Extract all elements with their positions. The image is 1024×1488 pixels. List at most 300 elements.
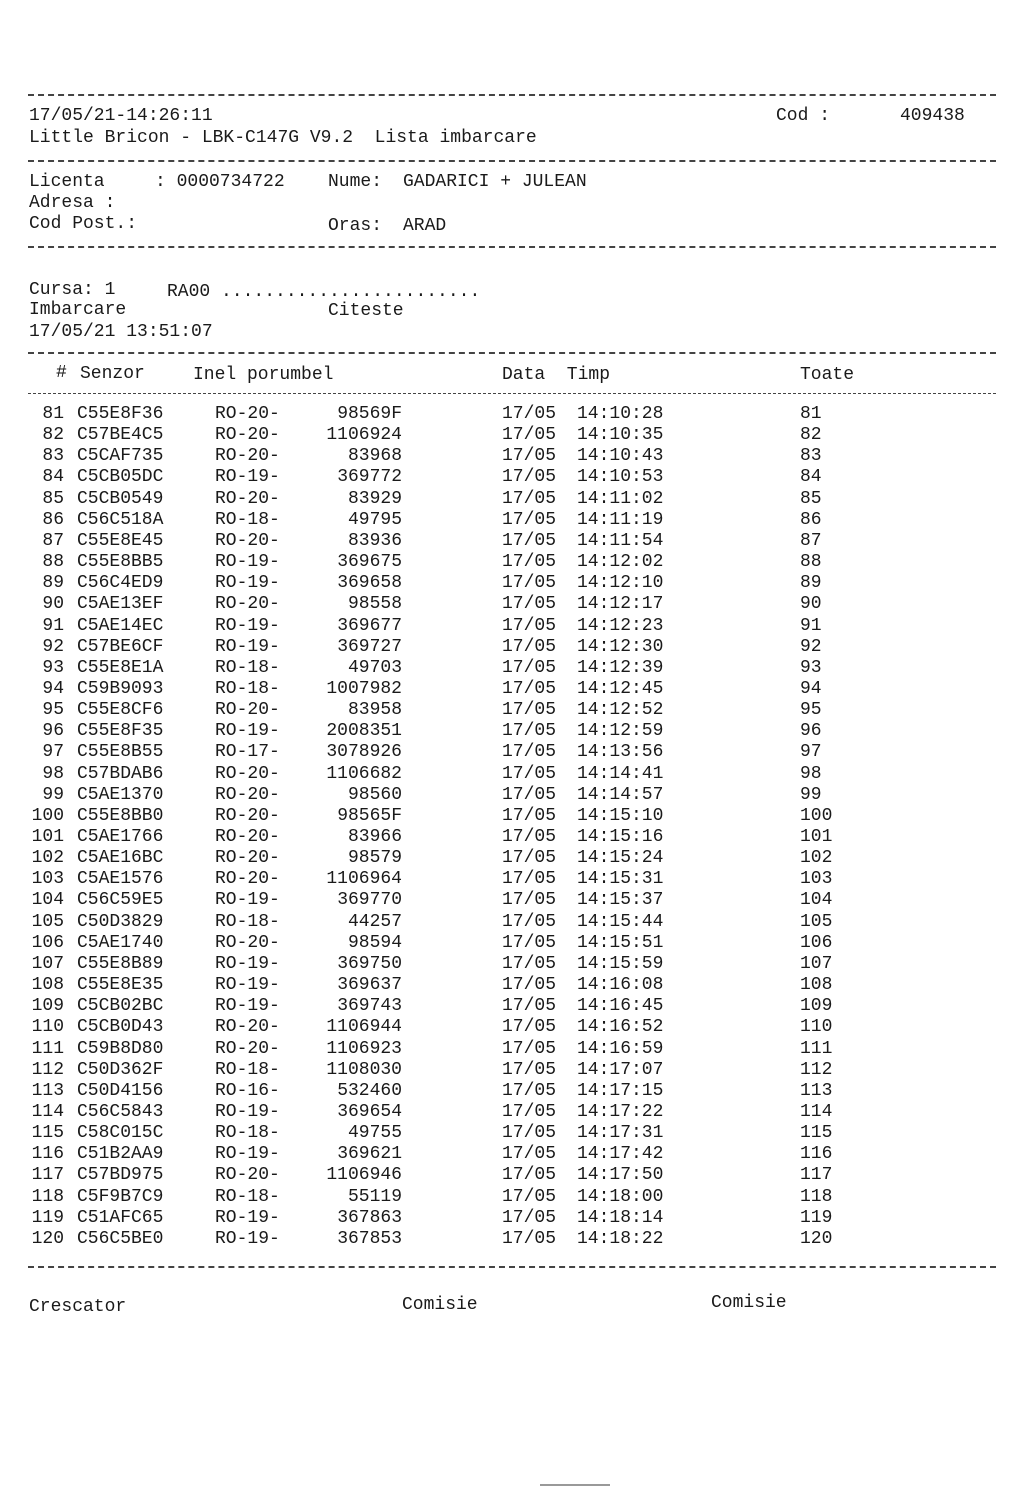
row-number: 82 bbox=[42, 425, 64, 446]
nume-value: GADARICI + JULEAN bbox=[403, 172, 587, 192]
ring-prefix: RO-20- bbox=[215, 1017, 280, 1038]
toate-rank: 82 bbox=[800, 425, 822, 446]
row-number: 116 bbox=[31, 1144, 64, 1165]
row-number: 118 bbox=[31, 1186, 64, 1207]
table-row bbox=[0, 1017, 1024, 1038]
toate-rank: 96 bbox=[800, 721, 822, 742]
row-number: 90 bbox=[42, 594, 64, 615]
row-number: 81 bbox=[42, 404, 64, 424]
arrival-time: 14:13:56 bbox=[577, 742, 664, 763]
ring-prefix: RO-18- bbox=[215, 678, 280, 699]
arrival-time: 14:15:51 bbox=[577, 932, 664, 953]
arrival-date: 17/05 bbox=[502, 742, 557, 763]
row-number: 105 bbox=[31, 911, 64, 932]
ring-number: 369654 bbox=[337, 1101, 402, 1122]
senzor-id: C55E8E45 bbox=[77, 530, 164, 551]
arrival-time: 14:18:22 bbox=[577, 1228, 664, 1249]
arrival-time: 14:15:10 bbox=[577, 805, 664, 826]
toate-rank: 104 bbox=[800, 890, 833, 911]
arrival-time: 14:10:53 bbox=[577, 467, 664, 488]
row-number: 120 bbox=[31, 1228, 64, 1249]
ring-number: 369772 bbox=[337, 467, 402, 488]
row-number: 115 bbox=[31, 1123, 64, 1144]
senzor-id: C59B8D80 bbox=[77, 1038, 164, 1059]
senzor-id: C59B9093 bbox=[77, 678, 164, 699]
arrival-date: 17/05 bbox=[502, 1207, 557, 1228]
ring-prefix: RO-19- bbox=[215, 467, 280, 488]
senzor-id: C5AE1576 bbox=[77, 869, 164, 890]
arrival-date: 17/05 bbox=[502, 530, 557, 551]
arrival-date: 17/05 bbox=[502, 784, 557, 805]
ring-number: 1106923 bbox=[326, 1038, 402, 1059]
ring-number: 369621 bbox=[337, 1144, 402, 1165]
arrival-time: 14:15:24 bbox=[577, 848, 664, 869]
ring-prefix: RO-20- bbox=[215, 1165, 280, 1186]
ring-prefix: RO-20- bbox=[215, 932, 280, 953]
row-number: 104 bbox=[31, 890, 64, 911]
senzor-id: C50D4156 bbox=[77, 1080, 164, 1101]
senzor-id: C57BE6CF bbox=[77, 636, 164, 657]
senzor-id: C51B2AA9 bbox=[77, 1144, 164, 1165]
toate-rank: 106 bbox=[800, 932, 833, 953]
table-row bbox=[0, 489, 1024, 510]
ring-prefix: RO-20- bbox=[215, 869, 280, 890]
arrival-date: 17/05 bbox=[502, 763, 557, 784]
ring-prefix: RO-20- bbox=[215, 488, 280, 509]
arrival-date: 17/05 bbox=[502, 890, 557, 911]
ring-prefix: RO-18- bbox=[215, 911, 280, 932]
ring-prefix: RO-20- bbox=[215, 530, 280, 551]
toate-rank: 89 bbox=[800, 573, 822, 594]
senzor-id: C55E8F36 bbox=[77, 404, 164, 424]
arrival-time: 14:15:59 bbox=[577, 953, 664, 974]
ring-prefix: RO-17- bbox=[215, 742, 280, 763]
ring-number: 369677 bbox=[337, 615, 402, 636]
toate-rank: 115 bbox=[800, 1123, 833, 1144]
ring-number: 369727 bbox=[337, 636, 402, 657]
ring-number: 98565F bbox=[337, 805, 402, 826]
toate-rank: 84 bbox=[800, 467, 822, 488]
row-number: 87 bbox=[42, 530, 64, 551]
arrival-date: 17/05 bbox=[502, 805, 557, 826]
arrival-date: 17/05 bbox=[502, 573, 557, 594]
senzor-id: C56C59E5 bbox=[77, 890, 164, 911]
senzor-id: C55E8E35 bbox=[77, 975, 164, 996]
separator-table-header bbox=[28, 393, 996, 394]
ring-number: 44257 bbox=[347, 911, 402, 932]
senzor-id: C50D3829 bbox=[77, 911, 164, 932]
ring-prefix: RO-19- bbox=[215, 890, 280, 911]
toate-rank: 118 bbox=[800, 1186, 833, 1207]
arrival-time: 14:11:54 bbox=[577, 530, 664, 551]
ring-number: 83929 bbox=[347, 488, 402, 509]
senzor-id: C5CAF735 bbox=[77, 446, 164, 467]
row-number: 114 bbox=[31, 1101, 64, 1122]
table-row bbox=[0, 1208, 1024, 1229]
arrival-date: 17/05 bbox=[502, 1017, 557, 1038]
ring-prefix: RO-20- bbox=[215, 446, 280, 467]
arrival-date: 17/05 bbox=[502, 594, 557, 615]
toate-rank: 91 bbox=[800, 615, 822, 636]
senzor-id: C5AE1740 bbox=[77, 932, 164, 953]
table-row bbox=[0, 531, 1024, 552]
separator-race bbox=[28, 352, 996, 354]
senzor-id: C55E8B89 bbox=[77, 953, 164, 974]
row-number: 86 bbox=[42, 509, 64, 530]
ring-number: 1106924 bbox=[326, 425, 402, 446]
toate-rank: 93 bbox=[800, 657, 822, 678]
row-number: 97 bbox=[42, 742, 64, 763]
arrival-time: 14:17:07 bbox=[577, 1059, 664, 1080]
ring-prefix: RO-18- bbox=[215, 1186, 280, 1207]
arrival-date: 17/05 bbox=[502, 996, 557, 1017]
table-row bbox=[0, 848, 1024, 869]
toate-rank: 90 bbox=[800, 594, 822, 615]
senzor-id: C5CB05DC bbox=[77, 467, 164, 488]
arrival-time: 14:10:35 bbox=[577, 425, 664, 446]
toate-rank: 100 bbox=[800, 805, 833, 826]
adresa-label: Adresa : bbox=[29, 193, 116, 213]
ring-number: 1108030 bbox=[326, 1059, 402, 1080]
ring-number: 369770 bbox=[337, 890, 402, 911]
toate-rank: 94 bbox=[800, 678, 822, 699]
row-number: 119 bbox=[31, 1207, 64, 1228]
toate-rank: 98 bbox=[800, 763, 822, 784]
imbarcare-label: Imbarcare bbox=[29, 300, 127, 320]
senzor-id: C5CB02BC bbox=[77, 996, 164, 1017]
senzor-id: C56C4ED9 bbox=[77, 573, 164, 594]
ring-number: 98569F bbox=[337, 404, 402, 424]
row-number: 106 bbox=[31, 932, 64, 953]
senzor-id: C55E8F35 bbox=[77, 721, 164, 742]
toate-rank: 99 bbox=[800, 784, 822, 805]
ring-number: 98560 bbox=[347, 784, 402, 805]
table-row bbox=[0, 1229, 1024, 1250]
senzor-id: C5AE1766 bbox=[77, 827, 164, 847]
toate-rank: 87 bbox=[800, 530, 822, 551]
arrival-date: 17/05 bbox=[502, 1186, 557, 1207]
arrival-time: 14:12:39 bbox=[577, 657, 664, 678]
table-row bbox=[0, 1081, 1024, 1102]
ring-prefix: RO-20- bbox=[215, 827, 280, 847]
arrival-date: 17/05 bbox=[502, 869, 557, 890]
ring-number: 369658 bbox=[337, 573, 402, 594]
ring-number: 1106682 bbox=[326, 763, 402, 784]
ring-prefix: RO-19- bbox=[215, 615, 280, 636]
arrival-time: 14:12:52 bbox=[577, 700, 664, 721]
ring-prefix: RO-19- bbox=[215, 975, 280, 996]
row-number: 91 bbox=[42, 615, 64, 636]
licenta-label: Licenta bbox=[29, 172, 105, 192]
table-row bbox=[0, 1102, 1024, 1123]
cursa-code: RA00 ........................ bbox=[167, 282, 481, 302]
arrival-time: 14:16:59 bbox=[577, 1038, 664, 1059]
toate-rank: 86 bbox=[800, 509, 822, 530]
arrival-time: 14:12:02 bbox=[577, 552, 664, 573]
senzor-id: C58C015C bbox=[77, 1123, 164, 1144]
row-number: 89 bbox=[42, 573, 64, 594]
table-row bbox=[0, 425, 1024, 446]
ring-prefix: RO-19- bbox=[215, 636, 280, 657]
arrival-date: 17/05 bbox=[502, 1165, 557, 1186]
row-number: 109 bbox=[31, 996, 64, 1017]
arrival-time: 14:17:42 bbox=[577, 1144, 664, 1165]
ring-number: 83936 bbox=[347, 530, 402, 551]
arrival-time: 14:15:16 bbox=[577, 827, 664, 847]
row-number: 93 bbox=[42, 657, 64, 678]
toate-rank: 116 bbox=[800, 1144, 833, 1165]
arrival-time: 14:17:22 bbox=[577, 1101, 664, 1122]
ring-prefix: RO-19- bbox=[215, 573, 280, 594]
ring-prefix: RO-19- bbox=[215, 1101, 280, 1122]
arrival-date: 17/05 bbox=[502, 975, 557, 996]
toate-rank: 114 bbox=[800, 1101, 833, 1122]
row-number: 101 bbox=[31, 827, 64, 847]
toate-rank: 83 bbox=[800, 446, 822, 467]
toate-rank: 107 bbox=[800, 953, 833, 974]
table-row bbox=[0, 552, 1024, 573]
ring-number: 3078926 bbox=[326, 742, 402, 763]
row-number: 88 bbox=[42, 552, 64, 573]
arrival-time: 14:15:31 bbox=[577, 869, 664, 890]
toate-rank: 81 bbox=[800, 404, 822, 424]
row-number: 94 bbox=[42, 678, 64, 699]
arrival-date: 17/05 bbox=[502, 404, 557, 424]
toate-rank: 103 bbox=[800, 869, 833, 890]
ring-prefix: RO-20- bbox=[215, 805, 280, 826]
print-datetime: 17/05/21-14:26:11 bbox=[29, 106, 213, 126]
arrival-date: 17/05 bbox=[502, 1144, 557, 1165]
toate-rank: 102 bbox=[800, 848, 833, 869]
arrival-time: 14:12:17 bbox=[577, 594, 664, 615]
toate-rank: 105 bbox=[800, 911, 833, 932]
ring-number: 1007982 bbox=[326, 678, 402, 699]
arrival-time: 14:16:52 bbox=[577, 1017, 664, 1038]
table-row bbox=[0, 869, 1024, 890]
ring-prefix: RO-18- bbox=[215, 1059, 280, 1080]
ring-number: 83968 bbox=[347, 446, 402, 467]
senzor-id: C5AE16BC bbox=[77, 848, 164, 869]
toate-rank: 112 bbox=[800, 1059, 833, 1080]
arrival-time: 14:18:14 bbox=[577, 1207, 664, 1228]
column-header-toate: Toate bbox=[800, 365, 855, 385]
arrival-date: 17/05 bbox=[502, 1101, 557, 1122]
ring-prefix: RO-19- bbox=[215, 1144, 280, 1165]
ring-number: 49703 bbox=[347, 657, 402, 678]
ring-number: 49755 bbox=[347, 1123, 402, 1144]
ring-prefix: RO-20- bbox=[215, 425, 280, 446]
table-row bbox=[0, 404, 1024, 425]
row-number: 98 bbox=[42, 763, 64, 784]
licenta-value: : 0000734722 bbox=[155, 172, 285, 192]
arrival-time: 14:15:37 bbox=[577, 890, 664, 911]
senzor-id: C5AE14EC bbox=[77, 615, 164, 636]
arrival-date: 17/05 bbox=[502, 425, 557, 446]
arrival-date: 17/05 bbox=[502, 827, 557, 847]
document-title: Little Bricon - LBK-C147G V9.2 Lista imbarcare bbox=[29, 128, 537, 148]
row-number: 111 bbox=[31, 1038, 64, 1059]
table-row bbox=[0, 658, 1024, 679]
table-row bbox=[0, 1060, 1024, 1081]
row-number: 108 bbox=[31, 975, 64, 996]
ring-prefix: RO-20- bbox=[215, 763, 280, 784]
ring-prefix: RO-20- bbox=[215, 1038, 280, 1059]
ring-prefix: RO-20- bbox=[215, 404, 280, 424]
table-row bbox=[0, 742, 1024, 763]
table-row bbox=[0, 827, 1024, 848]
arrival-time: 14:14:41 bbox=[577, 763, 664, 784]
separator-table-bottom bbox=[28, 1266, 996, 1268]
ring-number: 369675 bbox=[337, 552, 402, 573]
senzor-id: C56C518A bbox=[77, 509, 164, 530]
arrival-date: 17/05 bbox=[502, 636, 557, 657]
toate-rank: 95 bbox=[800, 700, 822, 721]
separator-owner bbox=[28, 246, 996, 248]
table-row bbox=[0, 594, 1024, 615]
senzor-id: C57BE4C5 bbox=[77, 425, 164, 446]
table-row bbox=[0, 721, 1024, 742]
table-row bbox=[0, 1039, 1024, 1060]
arrival-time: 14:17:15 bbox=[577, 1080, 664, 1101]
arrival-date: 17/05 bbox=[502, 721, 557, 742]
arrival-date: 17/05 bbox=[502, 446, 557, 467]
row-number: 103 bbox=[31, 869, 64, 890]
ring-prefix: RO-19- bbox=[215, 1228, 280, 1249]
arrival-date: 17/05 bbox=[502, 615, 557, 636]
row-number: 117 bbox=[31, 1165, 64, 1186]
table-row bbox=[0, 700, 1024, 721]
arrival-date: 17/05 bbox=[502, 552, 557, 573]
table-row bbox=[0, 1123, 1024, 1144]
table-row bbox=[0, 954, 1024, 975]
arrival-time: 14:16:08 bbox=[577, 975, 664, 996]
ring-prefix: RO-19- bbox=[215, 953, 280, 974]
column-header-inel: Inel porumbel bbox=[193, 365, 334, 385]
table-row bbox=[0, 510, 1024, 531]
ring-number: 532460 bbox=[337, 1080, 402, 1101]
senzor-id: C5CB0549 bbox=[77, 488, 164, 509]
cod-value: 409438 bbox=[900, 106, 965, 126]
ring-prefix: RO-20- bbox=[215, 700, 280, 721]
senzor-id: C57BD975 bbox=[77, 1165, 164, 1186]
row-number: 96 bbox=[42, 721, 64, 742]
imbarcare-datetime: 17/05/21 13:51:07 bbox=[29, 322, 213, 342]
row-number: 92 bbox=[42, 636, 64, 657]
ring-number: 83958 bbox=[347, 700, 402, 721]
arrival-time: 14:10:43 bbox=[577, 446, 664, 467]
arrival-time: 14:10:28 bbox=[577, 404, 664, 424]
arrival-date: 17/05 bbox=[502, 1123, 557, 1144]
ring-number: 55119 bbox=[347, 1186, 402, 1207]
arrival-time: 14:12:10 bbox=[577, 573, 664, 594]
table-row bbox=[0, 446, 1024, 467]
arrival-time: 14:18:00 bbox=[577, 1186, 664, 1207]
toate-rank: 120 bbox=[800, 1228, 833, 1249]
ring-prefix: RO-19- bbox=[215, 721, 280, 742]
ring-number: 369743 bbox=[337, 996, 402, 1017]
table-row bbox=[0, 785, 1024, 806]
signature-crescator: Crescator bbox=[29, 1297, 127, 1317]
row-number: 112 bbox=[31, 1059, 64, 1080]
toate-rank: 88 bbox=[800, 552, 822, 573]
ring-number: 49795 bbox=[347, 509, 402, 530]
page-edge-mark bbox=[540, 1484, 610, 1486]
cod-post-label: Cod Post.: bbox=[29, 214, 138, 234]
table-row bbox=[0, 933, 1024, 954]
senzor-id: C55E8BB0 bbox=[77, 805, 164, 826]
senzor-id: C55E8B55 bbox=[77, 742, 164, 763]
ring-number: 369750 bbox=[337, 953, 402, 974]
arrival-time: 14:12:45 bbox=[577, 678, 664, 699]
toate-rank: 101 bbox=[800, 827, 833, 847]
senzor-id: C5AE13EF bbox=[77, 594, 164, 615]
arrival-time: 14:15:44 bbox=[577, 911, 664, 932]
senzor-id: C51AFC65 bbox=[77, 1207, 164, 1228]
citeste-label: Citeste bbox=[328, 301, 404, 321]
ring-number: 1106946 bbox=[326, 1165, 402, 1186]
ring-prefix: RO-20- bbox=[215, 594, 280, 615]
ring-prefix: RO-20- bbox=[215, 784, 280, 805]
table-row bbox=[0, 975, 1024, 996]
column-header-number: # bbox=[56, 363, 67, 383]
row-number: 113 bbox=[31, 1080, 64, 1101]
row-number: 84 bbox=[42, 467, 64, 488]
table-row bbox=[0, 764, 1024, 785]
arrival-time: 14:14:57 bbox=[577, 784, 664, 805]
arrival-date: 17/05 bbox=[502, 509, 557, 530]
ring-prefix: RO-19- bbox=[215, 1207, 280, 1228]
arrival-time: 14:12:59 bbox=[577, 721, 664, 742]
arrival-time: 14:11:02 bbox=[577, 488, 664, 509]
arrival-time: 14:11:19 bbox=[577, 509, 664, 530]
ring-number: 1106964 bbox=[326, 869, 402, 890]
table-row bbox=[0, 890, 1024, 911]
toate-rank: 113 bbox=[800, 1080, 833, 1101]
senzor-id: C57BDAB6 bbox=[77, 763, 164, 784]
senzor-id: C56C5843 bbox=[77, 1101, 164, 1122]
row-number: 100 bbox=[31, 805, 64, 826]
senzor-id: C55E8BB5 bbox=[77, 552, 164, 573]
arrival-date: 17/05 bbox=[502, 467, 557, 488]
arrival-time: 14:12:23 bbox=[577, 615, 664, 636]
table-row bbox=[0, 637, 1024, 658]
arrival-date: 17/05 bbox=[502, 1228, 557, 1249]
table-row bbox=[0, 467, 1024, 488]
arrival-time: 14:16:45 bbox=[577, 996, 664, 1017]
ring-prefix: RO-20- bbox=[215, 848, 280, 869]
ring-number: 98579 bbox=[347, 848, 402, 869]
toate-rank: 109 bbox=[800, 996, 833, 1017]
toate-rank: 117 bbox=[800, 1165, 833, 1186]
toate-rank: 108 bbox=[800, 975, 833, 996]
ring-prefix: RO-16- bbox=[215, 1080, 280, 1101]
nume-label: Nume: bbox=[328, 172, 383, 192]
senzor-id: C55E8E1A bbox=[77, 657, 164, 678]
separator-top bbox=[28, 94, 996, 96]
table-row bbox=[0, 996, 1024, 1017]
ring-number: 83966 bbox=[347, 827, 402, 847]
senzor-id: C5CB0D43 bbox=[77, 1017, 164, 1038]
table-row bbox=[0, 806, 1024, 827]
senzor-id: C5AE1370 bbox=[77, 784, 164, 805]
row-number: 102 bbox=[31, 848, 64, 869]
toate-rank: 110 bbox=[800, 1017, 833, 1038]
cursa-label: Cursa: 1 bbox=[29, 280, 116, 300]
row-number: 107 bbox=[31, 953, 64, 974]
arrival-date: 17/05 bbox=[502, 1038, 557, 1059]
ring-number: 1106944 bbox=[326, 1017, 402, 1038]
table-row bbox=[0, 616, 1024, 637]
